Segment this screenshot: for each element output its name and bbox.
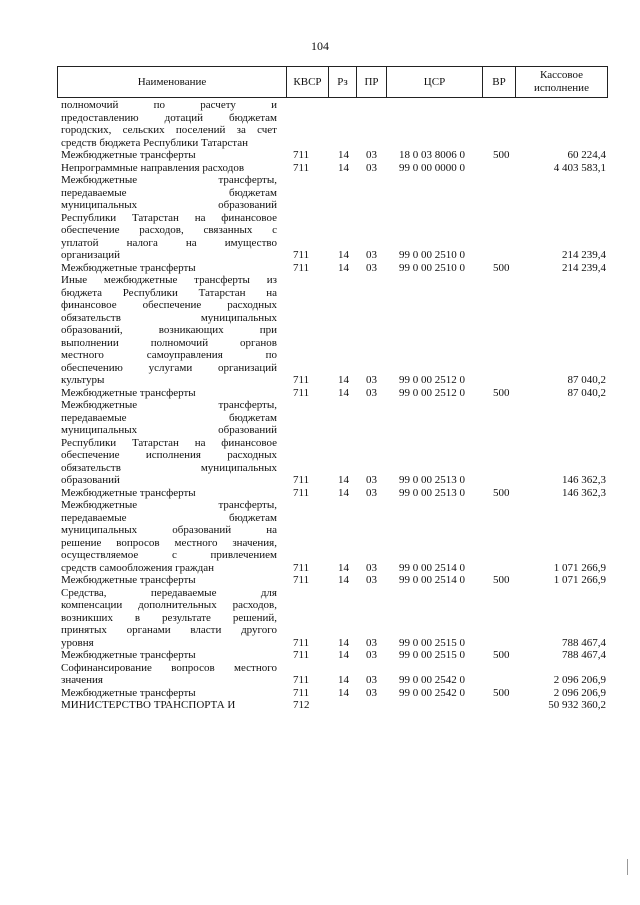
row-name xyxy=(61,587,606,650)
cell-pr: 03 xyxy=(366,374,377,386)
cell-amount: 146 362,3 xyxy=(562,474,606,486)
row-name xyxy=(61,174,606,262)
cell-rz: 14 xyxy=(338,674,349,686)
cell-rz: 14 xyxy=(338,474,349,486)
row-name-line: Межбюджетные трансферты, xyxy=(61,399,277,411)
cell-rz: 14 xyxy=(338,574,349,586)
cell-pr: 03 xyxy=(366,161,377,174)
row-name-line: принятых органами власти другого xyxy=(61,624,277,636)
row-name-line: обеспечению услугами организаций xyxy=(61,361,277,374)
row-name-line: Непрограммные направления расходов xyxy=(61,161,245,174)
row-name-line: культуры xyxy=(61,374,105,386)
row-name-line: уплатой налога на имущество xyxy=(61,236,277,249)
row-name xyxy=(61,149,606,162)
table-row xyxy=(61,662,606,687)
row-name xyxy=(61,687,606,700)
row-name xyxy=(61,399,606,487)
cell-amount: 214 239,4 xyxy=(562,249,606,261)
cell-vr: 500 xyxy=(493,386,510,399)
cell-pr: 03 xyxy=(366,149,377,161)
table-row xyxy=(61,262,606,275)
row-name-line: обязательств муниципальных xyxy=(61,311,277,324)
cell-pr: 03 xyxy=(366,261,377,274)
row-name-line: Софинансирование вопросов местного xyxy=(61,661,277,674)
row-name xyxy=(61,162,606,175)
cell-rz: 14 xyxy=(338,686,349,699)
row-name-line: уровня xyxy=(61,636,94,649)
cell-amount: 50 932 360,2 xyxy=(548,699,606,711)
table-row xyxy=(61,487,606,500)
row-name-line: Республики Татарстан на финансовое xyxy=(61,436,277,449)
header-csr: ЦСР xyxy=(387,67,483,97)
row-name xyxy=(61,699,606,712)
header-name: Наименование xyxy=(58,67,287,97)
row-name-line: осуществляемое с привлечением xyxy=(61,549,277,561)
cell-csr: 99 0 00 2514 0 xyxy=(399,561,465,574)
cell-kvsr: 711 xyxy=(293,261,310,274)
row-name-line: муниципальных образований xyxy=(61,424,277,436)
cell-pr: 03 xyxy=(366,574,377,586)
row-name-line: муниципальных образований xyxy=(61,199,277,211)
row-name-line: предоставлению дотаций бюджетам xyxy=(61,111,277,124)
cell-kvsr: 711 xyxy=(293,374,310,386)
cell-csr: 99 0 00 2512 0 xyxy=(399,374,465,386)
row-name-line: возникших в результате решений, xyxy=(61,611,277,624)
header-pr: ПР xyxy=(357,67,387,97)
header-vr: ВР xyxy=(483,67,516,97)
cell-vr: 500 xyxy=(493,686,510,699)
margin-mark xyxy=(627,859,628,875)
cell-csr: 99 0 00 0000 0 xyxy=(399,161,465,174)
row-name-line: обязательств муниципальных xyxy=(61,461,277,474)
cell-rz: 14 xyxy=(338,486,349,499)
cell-pr: 03 xyxy=(366,486,377,499)
table-row xyxy=(61,149,606,162)
cell-amount: 214 239,4 xyxy=(562,261,606,274)
cell-kvsr: 711 xyxy=(293,649,310,661)
row-name-line: Межбюджетные трансферты xyxy=(61,149,196,161)
row-name xyxy=(61,387,606,400)
row-name-line: образований, возникающих при xyxy=(61,324,277,336)
cell-vr: 500 xyxy=(493,149,510,161)
table-header xyxy=(57,66,608,98)
header-kvsr: КВСР xyxy=(287,67,329,97)
row-name xyxy=(61,262,606,275)
row-name-line: Межбюджетные трансферты, xyxy=(61,174,277,186)
cell-vr: 500 xyxy=(493,649,510,661)
cell-amount: 2 096 206,9 xyxy=(553,686,606,699)
cell-rz: 14 xyxy=(338,249,349,261)
row-name-line: значения xyxy=(61,674,103,686)
table-row xyxy=(61,274,606,387)
row-name-line: передаваемые бюджетам xyxy=(61,511,277,524)
cell-csr: 99 0 00 2512 0 xyxy=(399,386,465,399)
cell-pr: 03 xyxy=(366,649,377,661)
cell-pr: 03 xyxy=(366,686,377,699)
row-name-line: бюджета Республики Татарстан на xyxy=(61,286,277,299)
row-name-line: образований xyxy=(61,474,120,486)
cell-kvsr: 712 xyxy=(293,699,310,711)
row-name-line: городских, сельских поселений за счет xyxy=(61,124,277,136)
cell-kvsr: 711 xyxy=(293,686,310,699)
cell-csr: 18 0 03 8006 0 xyxy=(399,149,465,161)
cell-kvsr: 711 xyxy=(293,674,310,686)
cell-amount: 87 040,2 xyxy=(567,374,606,386)
row-name xyxy=(61,487,606,500)
cell-amount: 2 096 206,9 xyxy=(553,674,606,686)
page-number: 104 xyxy=(311,39,329,53)
table-row xyxy=(61,499,606,574)
cell-kvsr: 711 xyxy=(293,486,310,499)
table-row xyxy=(61,649,606,662)
cell-rz: 14 xyxy=(338,636,349,649)
table-row xyxy=(61,99,606,149)
row-name-line: компенсации дополнительных расходов, xyxy=(61,599,277,611)
row-name-line: выполнении полномочий органов xyxy=(61,336,277,349)
cell-amount: 788 467,4 xyxy=(562,636,606,649)
row-name xyxy=(61,649,606,662)
row-name-line: МИНИСТЕРСТВО ТРАНСПОРТА И xyxy=(61,699,236,711)
cell-kvsr: 711 xyxy=(293,161,310,174)
row-name-line: муниципальных образований на xyxy=(61,524,277,536)
cell-amount: 4 403 583,1 xyxy=(553,161,606,174)
row-name-line: Межбюджетные трансферты xyxy=(61,649,196,661)
cell-csr: 99 0 00 2542 0 xyxy=(399,686,465,699)
cell-csr: 99 0 00 2514 0 xyxy=(399,574,465,586)
table-row xyxy=(61,574,606,587)
row-name xyxy=(61,99,606,149)
table-row xyxy=(61,174,606,262)
row-name-line: финансовое обеспечение расходных xyxy=(61,299,277,311)
cell-pr: 03 xyxy=(366,474,377,486)
row-name-line: передаваемые бюджетам xyxy=(61,411,277,424)
cell-csr: 99 0 00 2510 0 xyxy=(399,249,465,261)
row-name-line: средств бюджета Республики Татарстан xyxy=(61,136,249,149)
row-name-line: Средства, передаваемые для xyxy=(61,586,277,599)
cell-kvsr: 711 xyxy=(293,561,310,574)
cell-amount: 146 362,3 xyxy=(562,486,606,499)
row-name xyxy=(61,274,606,387)
cell-amount: 1 071 266,9 xyxy=(553,561,606,574)
cell-rz: 14 xyxy=(338,149,349,161)
row-name-line: организаций xyxy=(61,249,121,261)
header-amount: Кассовое исполнение xyxy=(534,69,589,94)
cell-amount: 1 071 266,9 xyxy=(553,574,606,586)
row-name-line: обеспечение исполнения расходных xyxy=(61,449,277,461)
cell-csr: 99 0 00 2513 0 xyxy=(399,474,465,486)
table-body xyxy=(61,99,606,712)
cell-kvsr: 711 xyxy=(293,149,310,161)
row-name-line: местного самоуправления по xyxy=(61,349,277,361)
cell-pr: 03 xyxy=(366,636,377,649)
cell-rz: 14 xyxy=(338,261,349,274)
row-name-line: Межбюджетные трансферты xyxy=(61,386,196,399)
row-name-line: Межбюджетные трансферты xyxy=(61,486,196,499)
header-rz: Рз xyxy=(329,67,357,97)
table-row xyxy=(61,687,606,700)
cell-rz: 14 xyxy=(338,386,349,399)
cell-pr: 03 xyxy=(366,561,377,574)
table-row xyxy=(61,162,606,175)
row-name-line: решение вопросов местного значения, xyxy=(61,536,277,549)
row-name xyxy=(61,499,606,574)
row-name-line: Иные межбюджетные трансферты из xyxy=(61,274,277,286)
table-row xyxy=(61,387,606,400)
cell-kvsr: 711 xyxy=(293,249,310,261)
table-row xyxy=(61,399,606,487)
cell-vr: 500 xyxy=(493,261,510,274)
cell-rz: 14 xyxy=(338,161,349,174)
table-row xyxy=(61,587,606,650)
cell-vr: 500 xyxy=(493,486,510,499)
cell-csr: 99 0 00 2515 0 xyxy=(399,649,465,661)
cell-csr: 99 0 00 2542 0 xyxy=(399,674,465,686)
cell-rz: 14 xyxy=(338,649,349,661)
cell-amount: 87 040,2 xyxy=(567,386,606,399)
row-name-line: Республики Татарстан на финансовое xyxy=(61,211,277,224)
row-name-line: полномочий по расчету и xyxy=(61,99,277,111)
cell-kvsr: 711 xyxy=(293,574,310,586)
cell-csr: 99 0 00 2510 0 xyxy=(399,261,465,274)
cell-kvsr: 711 xyxy=(293,636,310,649)
row-name-line: средств самообложения граждан xyxy=(61,561,215,574)
cell-pr: 03 xyxy=(366,674,377,686)
cell-rz: 14 xyxy=(338,374,349,386)
row-name-line: Межбюджетные трансферты xyxy=(61,261,196,274)
row-name-line: Межбюджетные трансферты xyxy=(61,686,196,699)
cell-csr: 99 0 00 2515 0 xyxy=(399,636,465,649)
cell-csr: 99 0 00 2513 0 xyxy=(399,486,465,499)
table-row xyxy=(61,699,606,712)
cell-vr: 500 xyxy=(493,574,510,586)
cell-kvsr: 711 xyxy=(293,474,310,486)
cell-pr: 03 xyxy=(366,249,377,261)
row-name-line: Межбюджетные трансферты, xyxy=(61,499,277,511)
cell-rz: 14 xyxy=(338,561,349,574)
row-name-line: обеспечение расходов, связанных с xyxy=(61,224,277,236)
cell-pr: 03 xyxy=(366,386,377,399)
cell-amount: 788 467,4 xyxy=(562,649,606,661)
row-name xyxy=(61,662,606,687)
row-name-line: передаваемые бюджетам xyxy=(61,186,277,199)
cell-amount: 60 224,4 xyxy=(567,149,606,161)
row-name xyxy=(61,574,606,587)
row-name-line: Межбюджетные трансферты xyxy=(61,574,196,586)
cell-kvsr: 711 xyxy=(293,386,310,399)
